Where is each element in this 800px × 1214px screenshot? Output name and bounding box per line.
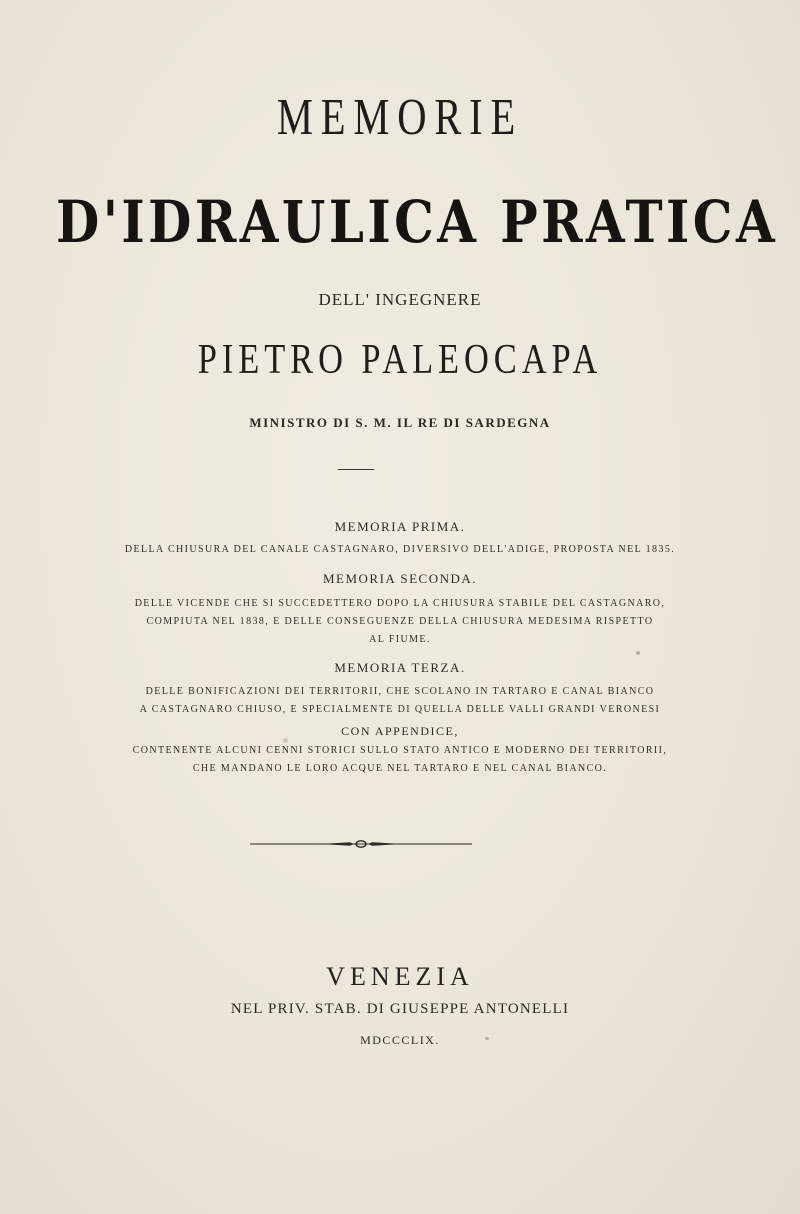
- memoria-terza-text-2: A CASTAGNARO CHIUSO, E SPECIALMENTE DI QUELLA DELLE VALLI GRANDI VERONESI: [139, 704, 661, 715]
- paper-spot: [636, 651, 640, 655]
- memoria-prima-heading: MEMORIA PRIMA.: [334, 519, 466, 534]
- memoria-prima-text: DELLA CHIUSURA DEL CANALE CASTAGNARO, DIVERSIVO DELL'ADIGE, PROPOSTA NEL 1835.: [124, 544, 676, 555]
- imprint-printer: NEL PRIV. STAB. DI GIUSEPPE ANTONELLI: [230, 1001, 570, 1017]
- title-line-1: MEMORIE: [276, 89, 524, 146]
- imprint-year: MDCCCLIX.: [360, 1033, 440, 1047]
- memoria-terza-heading: MEMORIA TERZA.: [334, 660, 466, 675]
- appendice-heading: CON APPENDICE,: [341, 724, 459, 738]
- divider-rule: [338, 469, 374, 470]
- paper-spot: [283, 738, 288, 743]
- author-name: PIETRO PALEOCAPA: [197, 337, 603, 383]
- appendice-text-2: CHE MANDANO LE LORO ACQUE NEL TARTARO E NEL CANAL BIANCO.: [192, 763, 608, 774]
- memoria-seconda-text-1: DELLE VICENDE CHE SI SUCCEDETTERO DOPO LA CHIUSURA STABILE DEL CASTAGNARO,: [134, 598, 666, 609]
- memoria-terza-text-1: DELLE BONIFICAZIONI DEI TERRITORII, CHE SCOLANO IN TARTARO E CANAL BIANCO: [145, 686, 655, 697]
- memoria-seconda-heading: MEMORIA SECONDA.: [322, 571, 477, 586]
- appendice-text-1: CONTENENTE ALCUNI CENNI STORICI SULLO STATO ANTICO E MODERNO DEI TERRITORII,: [132, 745, 668, 756]
- title-line-2: D'IDRAULICA PRATICA: [56, 188, 779, 256]
- ornamental-rule: [250, 832, 472, 856]
- author-position: MINISTRO DI S. M. IL RE DI SARDEGNA: [249, 415, 551, 430]
- memoria-seconda-text-2: COMPIUTA NEL 1838, E DELLE CONSEGUENZE DELLA CHIUSURA MEDESIMA RISPETTO: [146, 616, 654, 627]
- author-prefix: DELL' INGEGNERE: [318, 290, 482, 309]
- memoria-seconda-text-3: AL FIUME.: [369, 634, 431, 645]
- imprint-place: VENEZIA: [326, 962, 474, 991]
- paper-spot: [485, 1037, 489, 1040]
